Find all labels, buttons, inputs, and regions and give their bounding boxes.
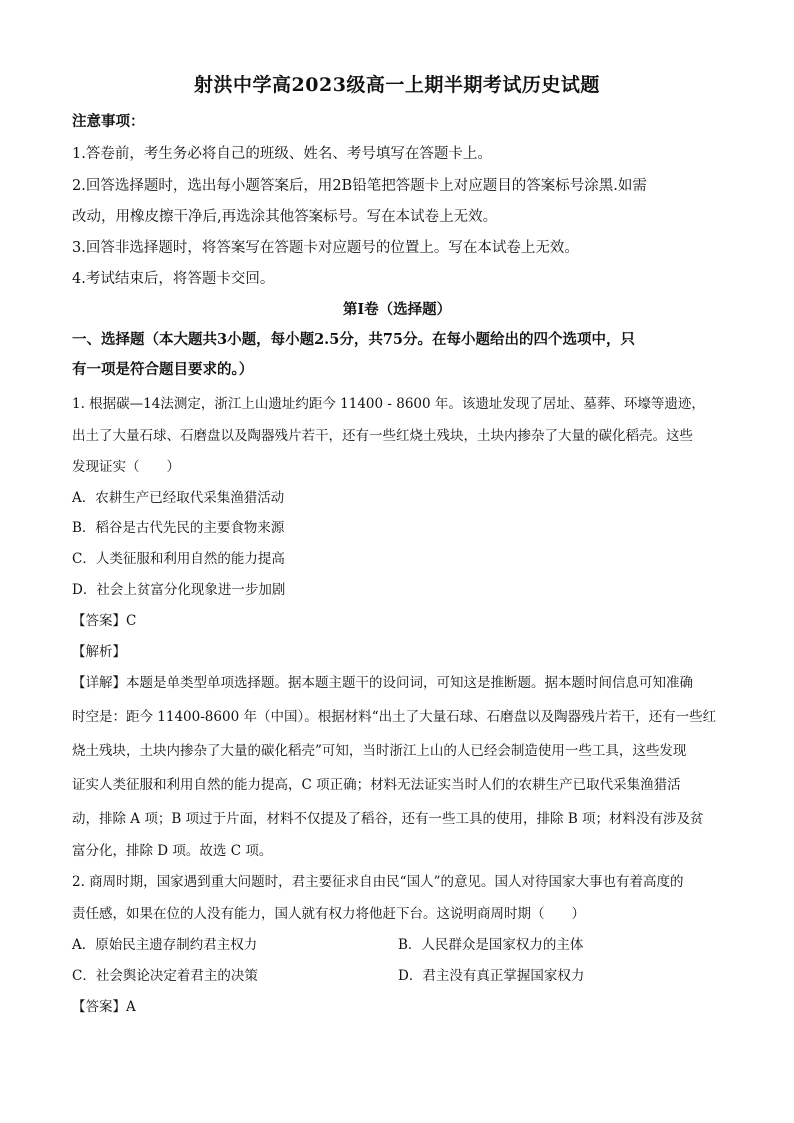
notice-item: 1.答卷前，考生务必将自己的班级、姓名、考号填写在答题卡上。 [72, 146, 492, 162]
detail-text: 富分化，排除 D 项。故选 C 项。 [72, 843, 273, 859]
option-c: C．社会舆论决定着君主的决策 [72, 968, 258, 984]
options-row [72, 964, 722, 984]
detail-text: 烧土残块，土块内掺杂了大量的碳化稻壳”可知，当时浙江上山的人已经会制造使用一些工具，这些发现 [72, 743, 687, 759]
option-c: C．人类征服和利用自然的能力提高 [72, 551, 285, 567]
section-title: 第Ⅰ卷（选择题） [342, 301, 452, 318]
section-intro: 有一项是符合题目要求的。） [72, 361, 254, 378]
question-stem: 1. 根据碳—14法测定，浙江上山遗址约距今 11400 - 8600 年。该遗址发现了居址、墓葬、环壕等遗迹， [72, 396, 705, 412]
answer-value: A [126, 999, 136, 1015]
options-row [72, 933, 722, 953]
detail-text: 本题是单类型单项选择题。据本题主题干的设问词，可知这是推断题。据本题时间信息可知准确 [126, 675, 693, 691]
notice-item: 3.回答非选择题时，将答案写在答题卡对应题号的位置上。写在本试卷上无效。 [72, 240, 579, 256]
question-stem: 2. 商周时期，国家遇到重大问题时，君主要征求自由民“国人”的意见。国人对待国家大事也有着高度的 [72, 874, 684, 890]
answer-tag: 【答案】 [72, 613, 126, 629]
section-intro: 一、选择题（本大题共3小题，每小题2.5分，共75分。在每小题给出的四个选项中，只 [72, 331, 635, 348]
answer-line [72, 609, 722, 629]
analysis-tag: 【解析】 [72, 644, 126, 660]
answer-line [72, 995, 722, 1015]
detail-text: 证实人类征服和利用自然的能力提高，C 项正确；材料无法证实当时人们的农耕生产已取代采集渔猎活 [72, 777, 681, 793]
option-d: D．君主没有真正掌握国家权力 [398, 968, 585, 984]
notice-item: 4.考试结束后，将答题卡交回。 [72, 271, 275, 287]
detail-tag: 【详解】 [72, 675, 126, 691]
question-stem: 出土了大量石球、石磨盘以及陶器残片若干，还有一些红烧土残块，土块内掺杂了大量的碳化稻壳。这些 [72, 428, 693, 444]
question-stem: 发现证实（ ） [72, 459, 180, 475]
option-a: A．原始民主遗存制约君主权力 [72, 937, 258, 953]
option-b: B．人民群众是国家权力的主体 [398, 937, 584, 953]
page-title: 射洪中学高2023级高一上期半期考试历史试题 [194, 74, 600, 96]
option-a: A．农耕生产已经取代采集渔猎活动 [72, 490, 285, 506]
answer-tag: 【答案】 [72, 999, 126, 1015]
detail-text: 时空是：距今 11400-8600 年（中国）。根据材料“出土了大量石球、石磨盘以及陶器残片若干，还有一些红 [72, 709, 717, 725]
question-stem: 责任感，如果在位的人没有能力，国人就有权力将他赶下台。这说明商周时期（ ） [72, 906, 585, 922]
notice-item: 改动，用橡皮擦干净后,再选涂其他答案标号。写在本试卷上无效。 [72, 209, 498, 225]
detail-line [72, 671, 722, 691]
detail-text: 动，排除 A 项；B 项过于片面，材料不仅提及了稻谷，还有一些工具的使用，排除 B 项；材料没有涉及贫 [72, 811, 704, 827]
answer-value: C [126, 613, 137, 629]
notice-item: 2.回答选择题时，选出每小题答案后，用2B铅笔把答题卡上对应题目的答案标号涂黑.如需 [72, 178, 647, 194]
option-b: B．稻谷是古代先民的主要食物来源 [72, 520, 285, 536]
notice-heading: 注意事项： [72, 113, 145, 130]
option-d: D．社会上贫富分化现象进一步加剧 [72, 582, 286, 598]
